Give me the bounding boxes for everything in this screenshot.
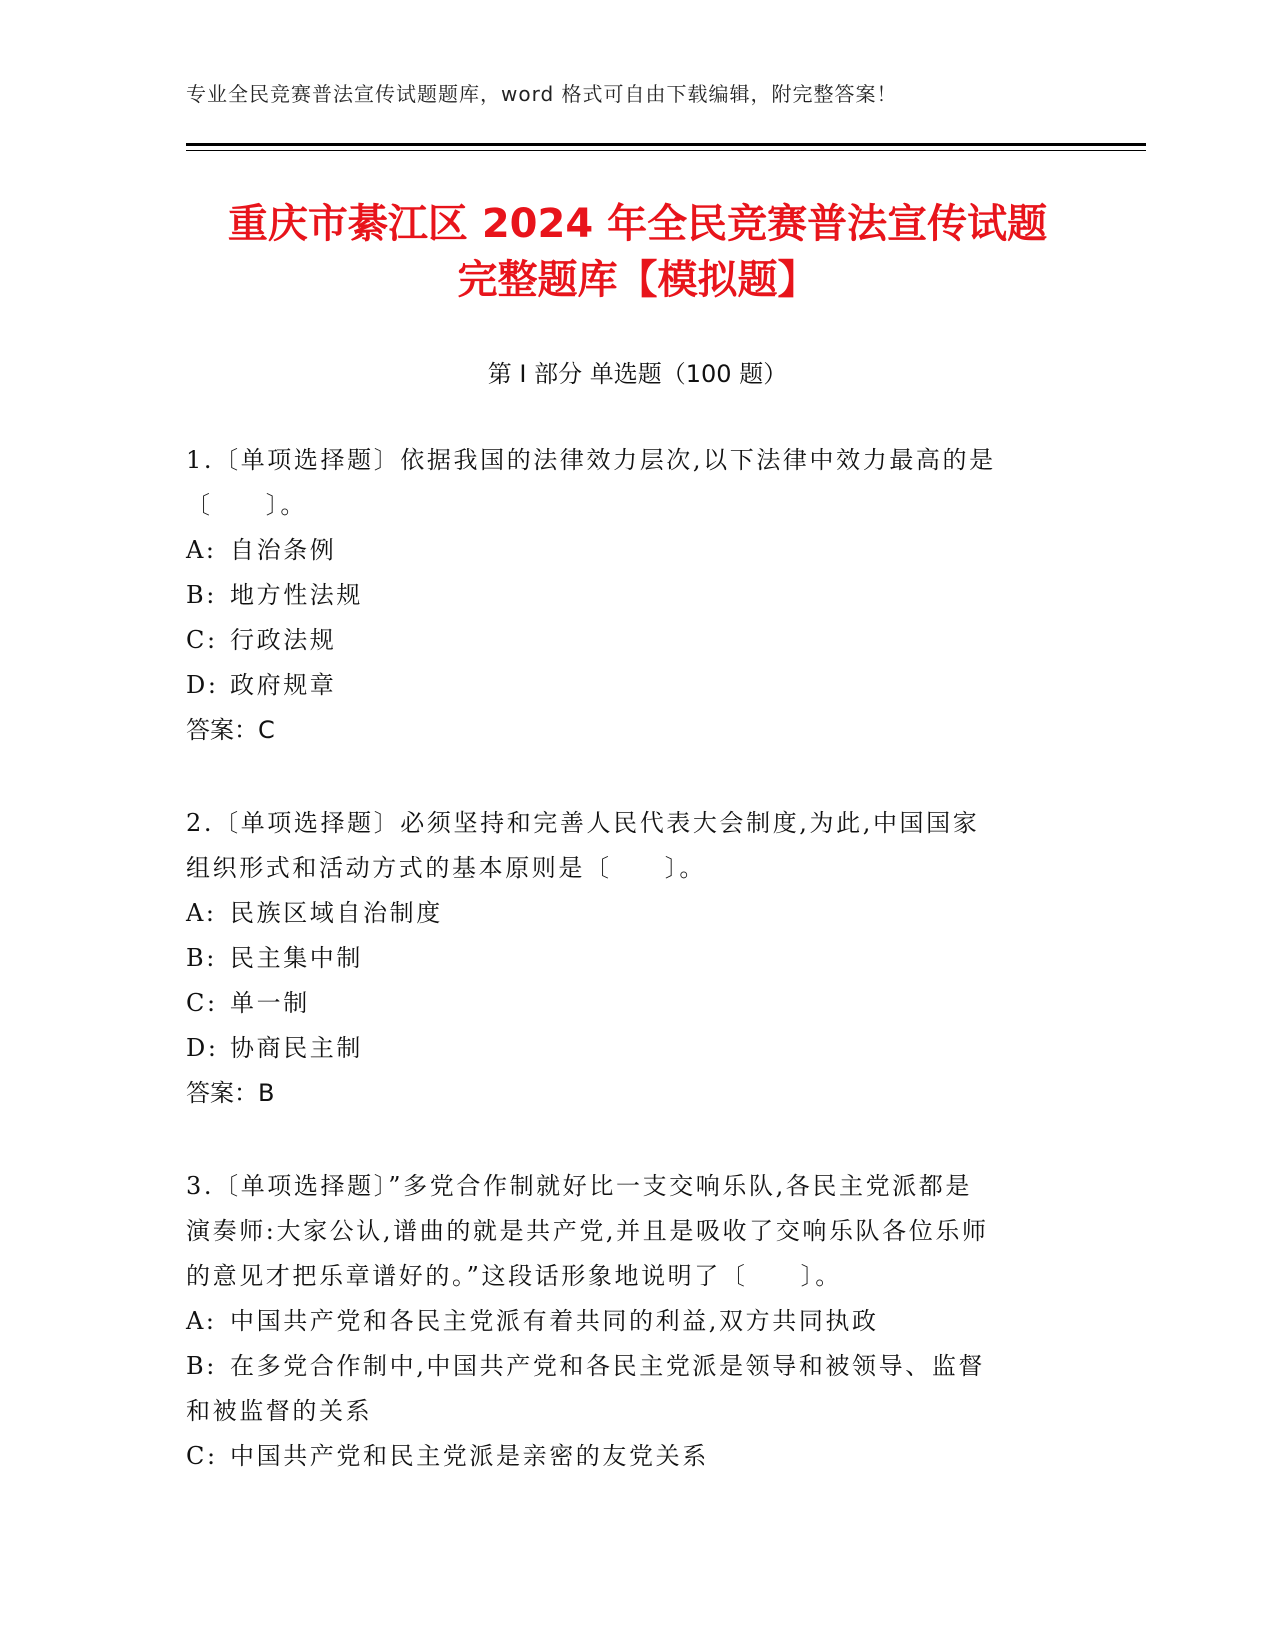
option-c: [186, 981, 1086, 1026]
question-stem-line: 2.〔单项选择题〕必须坚持和完善人民代表大会制度,为此,中国国家: [186, 809, 980, 837]
answer-line: 答案：B: [186, 1079, 275, 1107]
question-2: [186, 801, 1086, 1116]
option-a: [186, 528, 1086, 573]
header-rule-thin: [186, 150, 1146, 151]
option-text: 在多党合作制中,中国共产党和各民主党派是领导和被领导、监督: [230, 1352, 986, 1380]
option-c: [186, 618, 1086, 663]
document-title-line-1: 重庆市綦江区 2024 年全民竞赛普法宣传试题: [227, 201, 1048, 247]
question-stem-line: 1.〔单项选择题〕依据我国的法律效力层次,以下法律中效力最高的是: [186, 446, 996, 474]
option-a: [186, 1299, 1086, 1344]
option-d: [186, 663, 1086, 708]
option-key: C:: [186, 989, 218, 1017]
option-text: 地方性法规: [230, 581, 363, 609]
option-text: 民主集中制: [230, 944, 363, 972]
answer-line: 答案：C: [186, 716, 275, 744]
option-c: [186, 1434, 1086, 1479]
option-text: 政府规章: [230, 671, 337, 699]
document-title-line-2: 完整题库【模拟题】: [457, 257, 818, 303]
option-key: C:: [186, 626, 218, 654]
question-3: [186, 1164, 1086, 1479]
option-d: [186, 1026, 1086, 1071]
question-stem-line: 组织形式和活动方式的基本原则是〔 〕。: [186, 854, 706, 882]
option-text: 自治条例: [230, 536, 337, 564]
option-key: B:: [186, 944, 217, 972]
option-text: 中国共产党和民主党派是亲密的友党关系: [230, 1442, 709, 1470]
option-text: 行政法规: [230, 626, 337, 654]
option-a: [186, 891, 1086, 936]
option-text: 单一制: [230, 989, 310, 1017]
option-b: [186, 573, 1086, 618]
option-text-continuation: 和被监督的关系: [186, 1397, 373, 1425]
question-stem-line: 演奏师:大家公认,谱曲的就是共产党,并且是吸收了交响乐队各位乐师: [186, 1217, 989, 1245]
option-key: A:: [186, 899, 217, 927]
question-stem-line: 〔 〕。: [186, 491, 307, 519]
option-text: 中国共产党和各民主党派有着共同的利益,双方共同执政: [230, 1307, 879, 1335]
header-rule-thick: [186, 143, 1146, 146]
document-title: [150, 196, 1125, 308]
header-note: 专业全民竞赛普法宣传试题题库，word 格式可自由下载编辑，附完整答案！: [186, 82, 898, 106]
option-text: 民族区域自治制度: [230, 899, 443, 927]
option-key: B:: [186, 1352, 217, 1380]
option-key: A:: [186, 536, 217, 564]
option-b: [186, 1344, 1086, 1389]
option-key: B:: [186, 581, 217, 609]
question-stem-line: 3.〔单项选择题〕”多党合作制就好比一支交响乐队,各民主党派都是: [186, 1172, 972, 1200]
question-1: [186, 438, 1086, 753]
option-key: C:: [186, 1442, 218, 1470]
option-b: [186, 936, 1086, 981]
option-key: D:: [186, 671, 219, 699]
question-list: [186, 438, 1086, 1479]
question-stem-line: 的意见才把乐章谱好的。”这段话形象地说明了〔 〕。: [186, 1262, 842, 1290]
option-key: D:: [186, 1034, 219, 1062]
section-title: 第 I 部分 单选题（100 题）: [487, 360, 788, 388]
option-key: A:: [186, 1307, 217, 1335]
option-text: 协商民主制: [230, 1034, 363, 1062]
